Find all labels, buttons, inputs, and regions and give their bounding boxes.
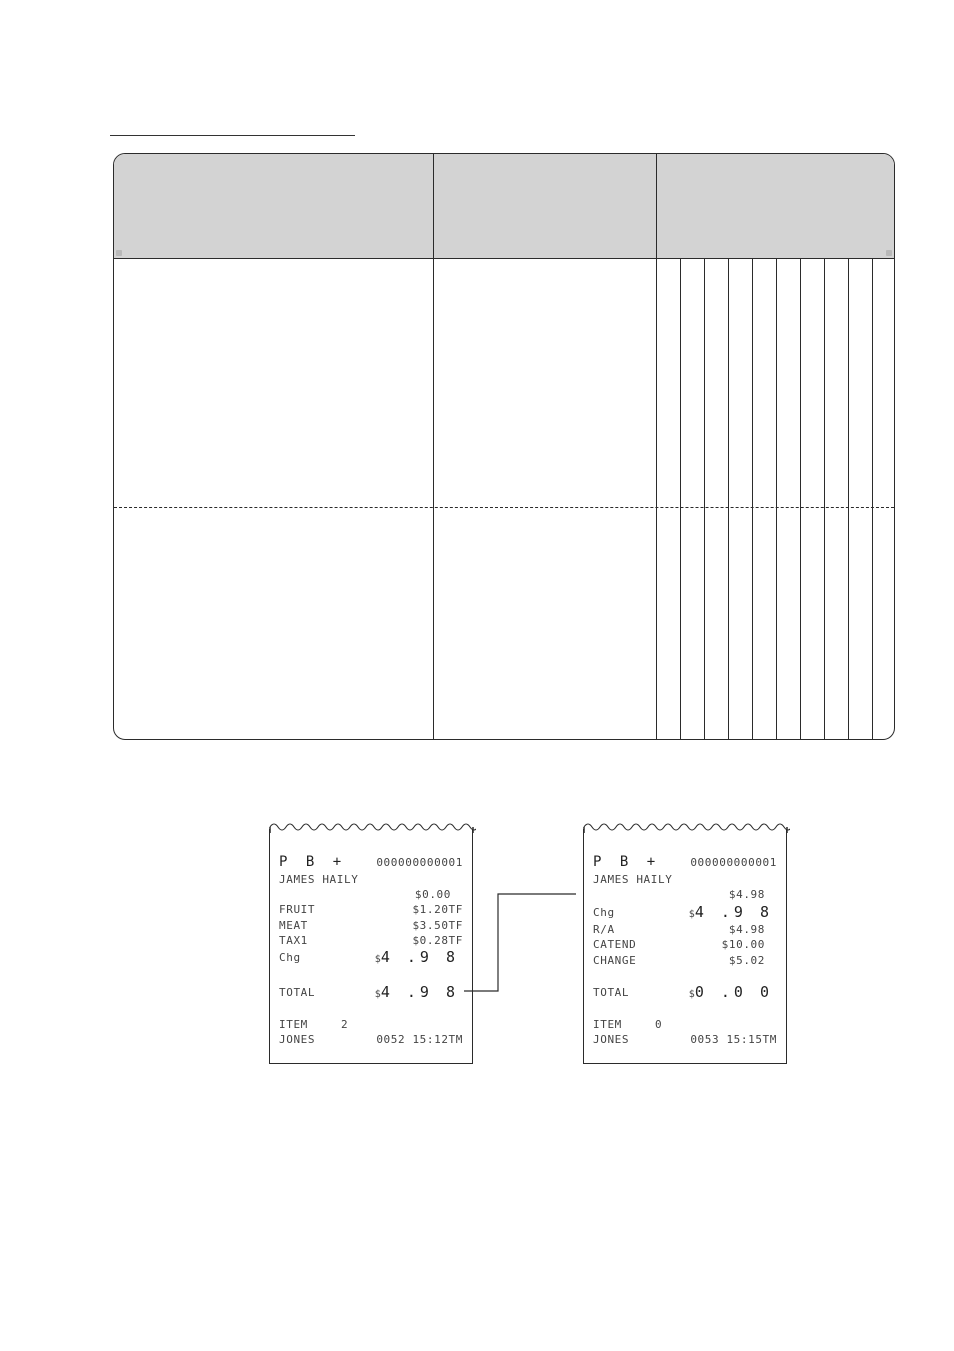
receipt-header [593, 854, 777, 868]
connector-line [462, 890, 584, 1000]
total-line: TOTAL $0 .0 0 [593, 983, 773, 1001]
table-header [114, 154, 894, 259]
tick-column [680, 259, 681, 740]
heading-underline [110, 135, 355, 136]
tick-column [872, 259, 873, 740]
mode-label: P B + [279, 854, 347, 870]
corner-marker-left [116, 250, 122, 256]
line-item: CATEND $10.00 [593, 938, 765, 951]
line-item: FRUIT $1.20TF [279, 903, 463, 916]
row-divider-dashed [114, 507, 894, 508]
charge-line: Chg $4 .9 8 [593, 903, 773, 921]
corner-marker-right [886, 250, 892, 256]
total-line: TOTAL $4 .9 8 [279, 983, 459, 1001]
entry-table [113, 153, 895, 740]
tear-edge [582, 819, 790, 833]
receipt-header [279, 854, 463, 868]
receipt-number: 000000000001 [376, 856, 463, 869]
charge-line: Chg $4 .9 8 [279, 948, 459, 966]
tick-column [752, 259, 753, 740]
line-item: CHANGE $5.02 [593, 954, 765, 967]
customer-name: JAMES HAILY [279, 873, 359, 886]
item-count-line: ITEM 2 [279, 1018, 349, 1031]
mode-label: P B + [593, 854, 661, 870]
receipt-left [269, 829, 473, 1064]
tick-column [848, 259, 849, 740]
clerk-line: JONES 0052 15:12TM [279, 1033, 463, 1046]
previous-balance: $4.98 [728, 888, 765, 901]
clerk-line: JONES 0053 15:15TM [593, 1033, 777, 1046]
line-item: MEAT $3.50TF [279, 919, 463, 932]
line-item: R/A $4.98 [593, 923, 765, 936]
receipt-right [583, 829, 787, 1064]
receipt-number: 000000000001 [690, 856, 777, 869]
line-item: TAX1 $0.28TF [279, 934, 463, 947]
tick-column [824, 259, 825, 740]
customer-name: JAMES HAILY [593, 873, 673, 886]
line-item: $0.00 [414, 888, 451, 901]
tick-column [776, 259, 777, 740]
tick-column [728, 259, 729, 740]
tear-edge [268, 819, 476, 833]
tick-column [704, 259, 705, 740]
item-count-line: ITEM 0 [593, 1018, 663, 1031]
tick-column [800, 259, 801, 740]
column-divider-1 [433, 154, 434, 739]
column-divider-2 [656, 154, 657, 739]
